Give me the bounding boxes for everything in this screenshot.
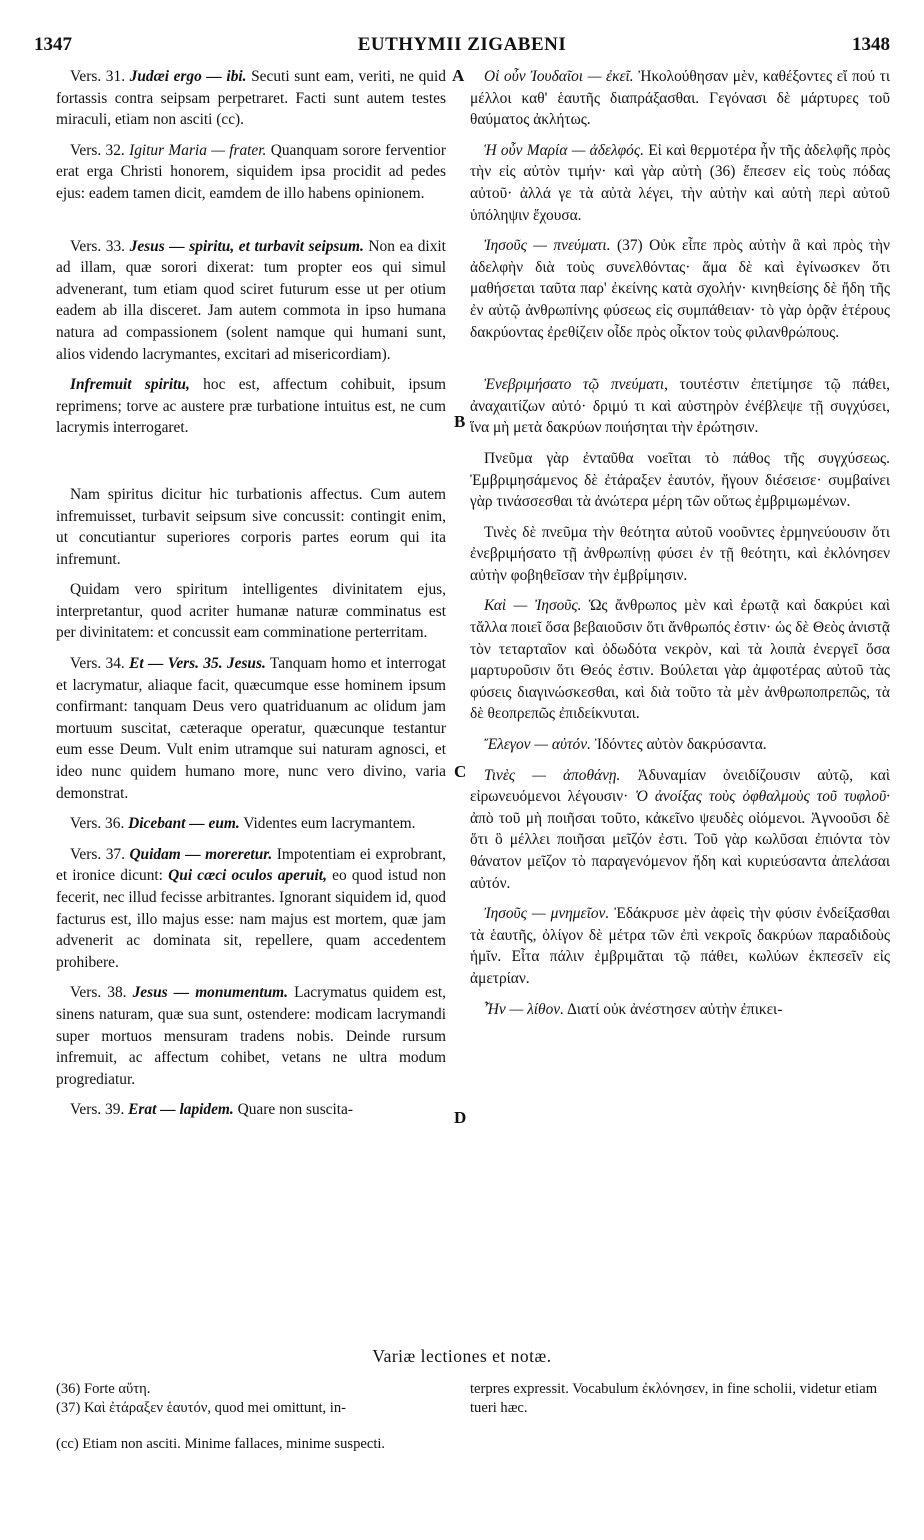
- lemma: Jesus — spiritu, et turbavit seipsum.: [129, 237, 364, 255]
- greek-paragraph: Τινὲς δὲ πνεῦμα τὴν θεότητα αὐτοῦ νοοῦντες ἑρμηνεύουσιν ὅτι ἐνεβριμήσατο τῇ ἀνθρωπίνῃ φύσει ἐν τῇ θεότητι, καὶ ἐκλόνησεν αὐτὴν φοβηθεῖσαν τὴν ἐμβρίμησιν.: [470, 523, 890, 584]
- commentary-text: Lacrymatus quidem est, sinens naturam, quæ sua sunt, ostendere: modicam lacrymandi super mortuos mensuram tradens nobis. Deinde rursum infremuit, ac affectum cohibet, vetans ne ultra modum progrediatur.: [56, 984, 446, 1088]
- margin-letter-c: C: [454, 762, 467, 781]
- running-header: [34, 34, 890, 60]
- commentary-text: Ἐδάκρυσε μὲν ἀφεὶς τὴν φύσιν ἐνδείξασθαι τὰ ἑαυτῆς, ὀλίγον δὲ μέτρα τῶν ἐπὶ νεκροῖς δακρύων παραδιδοὺς ἡμῖν. Εἶτα πάλιν ἐμβριμᾶται τῷ πάθει, κωλύων ἐκπεσεῖν εἰς ἀμετρίαν.: [470, 905, 890, 987]
- commentary-text: Ἀδυναμίαν ὀνειδίζουσιν αὐτῷ, καὶ εἰρωνευόμενοι λέγουσιν·: [470, 766, 890, 806]
- scripture-quote: Qui cæci oculos aperuit,: [168, 867, 327, 885]
- lemma: Judæi ergo — ibi.: [129, 68, 247, 85]
- greek-paragraph: [470, 595, 890, 725]
- commentary-text: ἀπὸ τοῦ μὴ ποιῆσαι τοῦτο, κἀκεῖνο ψευδὲς οἰόμενοι. Ἀγνοοῦσι δὲ ὅτι ὃ μέλλει ποιῆσαι μεῖζόν ἐστι. Τοῦ γὰρ κωλῦσαι ἐπιόντα τὸν θάνατον μεῖζον τὸ παραγενόμενον ἤδη καὶ κυριεύσαντα ἀπελάσαι αὐτόν.: [470, 809, 890, 892]
- greek-paragraph: [470, 235, 890, 343]
- page-number-left: 1347: [34, 34, 72, 55]
- commentary-text: Videntes eum lacrymantem.: [243, 815, 416, 833]
- lemma: Quidam — moreretur.: [129, 845, 273, 863]
- verse-ref: Vers. 37.: [70, 845, 125, 863]
- lemma: Infremuit spiritu,: [70, 376, 190, 394]
- lemma: Et — Vers. 35. Jesus.: [129, 655, 266, 673]
- footnote-37-continued: terpres expressit. Vocabulum ἐκλόνησεν, in fine scholii, videtur etiam tueri hæc.: [470, 1381, 878, 1416]
- scripture-quote: Ὁ ἀνοίξας τοὺς ὀφθαλμοὺς τοῦ τυφλοῦ·: [635, 788, 890, 806]
- notes-right: [470, 1380, 890, 1418]
- margin-letter-a: A: [452, 66, 465, 85]
- verse-ref: Vers. 33.: [70, 237, 126, 255]
- greek-paragraph: [470, 66, 890, 131]
- commentary-text: (37) Οὐκ εἶπε πρὸς αὐτὴν ἃ καὶ πρὸς τὴν ἀδελφὴν διὰ τοὺς συνελθόντας· ἅμα δὲ καὶ ἐγίνωσκεν ὅτι μαθήσεται ταῦτα παρ' ἐκείνης κατὰ σχολήν· κινηθείσης δὲ ἤδη τῆς ἐν αὐτῷ ἀνθρωπίνης φύσεως εἰς συμπάθειαν· τὸ γὰρ ὁρᾷν ἑτέρους δακρύοντας ἐρεθίζειν οἶδε πρὸς οἶκτον τοὺς φιλανθρώπους.: [470, 237, 890, 341]
- verse-ref: Vers. 39.: [70, 1101, 125, 1119]
- commentary-text: Ὡς ἄνθρωπος μὲν καὶ ἐρωτᾷ καὶ δακρύει καὶ τἄλλα ποιεῖ ὅσα βεβαιοῦσιν ὅτι ἄνθρωπός ἐστιν· ὡς δὲ Θεὸς ἀνιστᾷ τὸν τεταρταῖον καὶ ὀδωδότα νεκρὸν, καὶ τὰ λοιπὰ ἐνεργεῖ ὅσα μαρτυροῦσιν ὅτι Θεός ἐστιν. Βούλεται γὰρ ἀμφοτέρας αὐτοῦ τὰς φύσεις διαγινώσκεσθαι, καὶ διὰ τοῦτο τὰ μὲν ἀνθρωποπρεπῶς, τὰ δὲ θεοπρεπῶς ἐπιδείκνυται.: [470, 597, 890, 723]
- lemma: Οἱ οὖν Ἰουδαῖοι — ἐκεῖ.: [484, 68, 634, 85]
- greek-paragraph: [470, 734, 890, 756]
- lemma: Ἰησοῦς — μνημεῖον.: [484, 905, 610, 923]
- commentary-text: Ἠκολούθησαν μὲν, καθέξοντες εἴ πού τι μέλλοι καθ' ἑαυτῆς διαπράξασθαι. Γεγόνασι δὲ μάρτυρες τοῦ θαύματος ἀκλήτως.: [470, 68, 890, 129]
- commentary-text: Non ea dixit ad illam, quæ sorori dixerat: tum propter eos qui simul advenerant, tum etiam quod sciret futurum esse ut per otium eadem ab illa disceret. Jam autem commota in ipso humana natura ad compassionem (solent namque qui humani sunt, alios videndo lacrymantes, excitari ad misericordiam).: [56, 237, 446, 363]
- greek-column: [470, 66, 890, 1029]
- commentary-text: Tanquam homo et interrogat et lacrymatur, aliaque facit, quæcumque esse hominem ipsum confirmant: tanquam Deus vero quatriduanum ac olidum jam mortuum suscitat, cæteraque operatur, quæcunque testantur eum esse Deum. Vult enim utramque sui naturam agnosci, et ideo nunc quidem humano more, nunc vero divino, varia demonstrat.: [56, 655, 446, 802]
- latin-paragraph: Quidam vero spiritum intelligentes divinitatem ejus, interpretantur, quod acriter humanæ naturæ comminatus est per divinitatem: et concussit eam comminatione perterritam.: [56, 581, 446, 642]
- lemma: Ἰησοῦς — πνεύματι.: [484, 237, 611, 255]
- footnote-36: (36) Forte αὕτη.: [56, 1381, 151, 1397]
- footnote-cc: (cc) Etiam non asciti. Minime fallaces, minime suspecti.: [56, 1436, 386, 1452]
- latin-paragraph: [56, 1099, 446, 1121]
- latin-paragraph: [56, 982, 446, 1090]
- greek-paragraph: [470, 374, 890, 439]
- commentary-text: Quanquam sorore ferventior erat erga Christi honorem, siquidem ipsa procidit ad pedes ejus: eadem tamen dicit, eamdem de illo habens opinionem.: [56, 141, 446, 202]
- commentary-text: eo quod istud non fecerit, nec illud fecisse arbitrantes. Ignorant siquidem id, quod facturus est, illo majus esse: nam majus est mortem, quæ jam advenerit ac dominata sit, repellere, quam accedentem prohibere.: [56, 867, 446, 971]
- lemma: Τινὲς — ἀποθάνῃ.: [484, 766, 621, 784]
- commentary-text: Διατί οὐκ ἀνέστησεν αὐτὴν ἐπικει-: [566, 1000, 783, 1018]
- lemma: Dicebant — eum.: [128, 815, 240, 833]
- lemma: Igitur Maria — frater.: [129, 141, 267, 159]
- greek-paragraph: [470, 903, 890, 989]
- lemma: Ἦν — λίθον.: [484, 1000, 564, 1018]
- commentary-text: Impotentiam ei exprobrant, et ironice dicunt:: [56, 845, 446, 885]
- latin-paragraph: [56, 844, 446, 974]
- latin-paragraph: [56, 236, 446, 366]
- latin-paragraph: [56, 66, 446, 131]
- greek-paragraph: Πνεῦμα γὰρ ἐνταῦθα νοεῖται τὸ πάθος τῆς συγχύσεως. Ἐμβριμησάμενος δὲ ἐτάραξεν ἑαυτόν, ἤγουν διέσεισε· συμβαίνει γὰρ τινάσσεσθαι τὰ ἀνώτερα μέρη τῶν οὕτως ἐμβριμωμένων.: [470, 449, 890, 511]
- verse-ref: Vers. 32.: [70, 141, 125, 159]
- lemma: Ἐνεβριμήσατο τῷ πνεύματι,: [484, 376, 668, 394]
- greek-paragraph: [470, 765, 890, 895]
- page-number-right: 1348: [852, 34, 890, 55]
- notes-title: Variæ lectiones et notæ.: [372, 1346, 552, 1366]
- commentary-text: Quare non suscita-: [237, 1101, 354, 1119]
- lemma: Ἔλεγον — αὐτόν.: [484, 736, 591, 754]
- lemma: Jesus — monumentum.: [132, 984, 288, 1002]
- commentary-text: hoc est, affectum cohibuit, ipsum reprimens; torve ac austere præ turbatione intuitus est, ne cum lacrymis interrogaret.: [56, 376, 446, 437]
- running-head: EUTHYMII ZIGABENI: [357, 34, 567, 55]
- latin-column: [56, 66, 446, 1130]
- greek-paragraph: [470, 140, 890, 226]
- lemma: Καὶ — Ἰησοῦς.: [484, 597, 582, 615]
- latin-paragraph: [56, 813, 446, 835]
- verse-ref: Vers. 36.: [70, 815, 125, 833]
- latin-paragraph: [56, 374, 446, 439]
- latin-paragraph: [56, 653, 446, 804]
- latin-paragraph: Nam spiritus dicitur hic turbationis affectus. Cum autem infremuisset, turbavit seipsum sive concussit: contingit enim, ut concutiantur superiores corporis partes eorum qui ita infremunt.: [56, 485, 446, 568]
- latin-paragraph: [56, 140, 446, 205]
- verse-ref: Vers. 31.: [70, 68, 126, 85]
- verse-ref: Vers. 38.: [70, 984, 127, 1002]
- commentary-text: Εἰ καὶ θερμοτέρα ἦν τῆς ἀδελφῆς πρὸς τὴν εἰς αὐτὸν τιμήν· καὶ γὰρ αὐτὴ (36) ἔπεσεν εἰς τοὺς πόδας αὐτοῦ· ἀλλά γε τὰ αὐτὰ λέγει, τὴν αὐτὴν καὶ αὐτὴ περὶ αὐτοῦ ὑπόληψιν ἔχουσα.: [470, 141, 890, 224]
- lemma: Erat — lapidem.: [128, 1101, 234, 1119]
- commentary-text: Secuti sunt eam, veriti, ne quid fortassis contra seipsam perpetraret. Facti sunt autem testes miraculi, etiam non asciti (cc).: [56, 68, 446, 129]
- verse-ref: Vers. 34.: [70, 655, 125, 673]
- margin-letter-d: D: [454, 1108, 467, 1127]
- footnote-37: (37) Καὶ ἐτάραξεν ἑαυτόν, quod mei omittunt, in-: [56, 1400, 347, 1416]
- lemma: Ἡ οὖν Μαρία — ἀδελφός.: [484, 141, 644, 159]
- commentary-text: τουτέστιν ἐπετίμησε τῷ πάθει, ἀναχαιτίζων αὐτό· δριμύ τι καὶ αὐστηρὸν ἐνέβλεψε τῇ συγχύσει, ἵνα μὴ μετὰ δακρύων ποιήσηται τὴν ἐρώτησιν.: [470, 376, 890, 437]
- commentary-text: Ἰδόντες αὐτὸν δακρύσαντα.: [594, 736, 767, 754]
- greek-paragraph: [470, 999, 890, 1021]
- notes-left: [56, 1380, 466, 1418]
- margin-letter-b: B: [454, 412, 466, 431]
